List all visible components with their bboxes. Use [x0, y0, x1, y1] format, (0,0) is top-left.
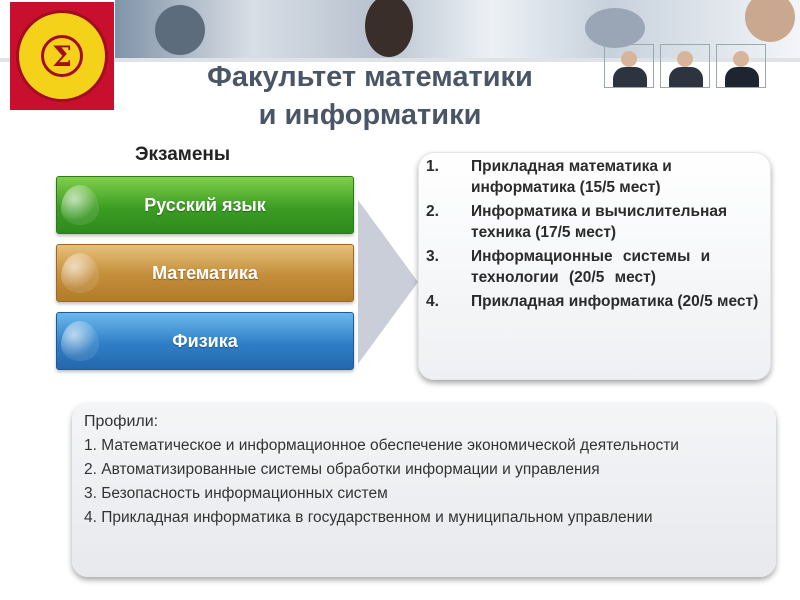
profiles-panel	[72, 403, 776, 577]
banner-figure	[365, 0, 413, 57]
droplet-icon	[61, 321, 99, 361]
exam-label: Математика	[152, 262, 258, 283]
profiles-heading: Профили:	[84, 413, 159, 430]
item-number: 3.	[426, 248, 439, 265]
list-item: 2. Автоматизированные системы обработки информации и управления	[84, 461, 600, 478]
item-text: Информатика и вычислительная техника (17/5 мест)	[471, 203, 728, 241]
exam-russian	[56, 176, 354, 234]
logo-disc	[16, 10, 108, 102]
banner-figure	[585, 8, 645, 48]
sigma-icon: Σ	[41, 35, 83, 77]
droplet-icon	[61, 185, 99, 225]
item-number: 2.	[426, 203, 439, 220]
banner-figure	[745, 0, 795, 42]
people-photo	[716, 44, 766, 88]
exam-physics	[56, 312, 354, 370]
exams-heading: Экзамены	[135, 144, 231, 165]
arrow-icon	[358, 200, 418, 364]
photo-thumbnails	[604, 44, 766, 88]
title-line-1: Факультет математики	[207, 61, 533, 93]
list-item	[426, 246, 761, 288]
droplet-icon	[61, 253, 99, 293]
page-title	[150, 58, 590, 134]
faculty-logo	[10, 2, 114, 110]
item-number: 4.	[426, 293, 439, 310]
specialties-list	[426, 156, 761, 312]
people-photo	[604, 44, 654, 88]
people-photo	[660, 44, 710, 88]
list-item: 3. Безопасность информационных систем	[84, 485, 388, 502]
item-text: Информационные системы и технологии (20/5 мест)	[471, 248, 711, 286]
exam-math	[56, 244, 354, 302]
title-line-2: и информатики	[258, 99, 482, 131]
list-item: 4. Прикладная информатика в государственном и муниципальном управлении	[84, 509, 653, 526]
item-text: Прикладная математика и информатика (15/5 мест)	[471, 158, 672, 196]
item-number: 1.	[426, 158, 439, 175]
list-item: 1. Математическое и информационное обеспечение экономической деятельности	[84, 437, 679, 454]
exam-label: Физика	[172, 330, 238, 351]
specialties-panel	[418, 152, 771, 380]
list-item	[426, 291, 761, 312]
item-text: Прикладная информатика (20/5 мест)	[471, 293, 759, 310]
banner-figure	[155, 5, 205, 55]
list-item	[426, 201, 761, 243]
list-item	[426, 156, 761, 198]
exam-label: Русский язык	[144, 194, 266, 215]
